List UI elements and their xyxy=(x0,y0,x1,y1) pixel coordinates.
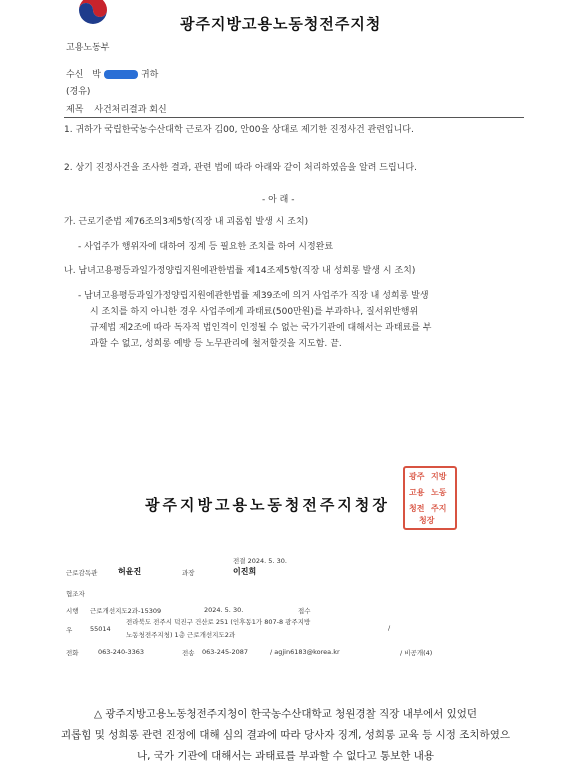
recipient-suffix: 귀하 xyxy=(140,70,159,80)
official-seal-stamp: 광주 지방 고용 노동 청전 주지 청장 xyxy=(403,466,457,530)
phone-value: 063-240-3363 xyxy=(98,648,145,656)
government-logo-icon xyxy=(76,0,110,26)
enforce-date: 2024. 5. 30. xyxy=(204,606,244,614)
document-title: 광주지방고용노동청전주지청 xyxy=(180,15,382,33)
department-name: 고용노동부 xyxy=(66,43,110,53)
address-line-1: 전라북도 전주시 덕진구 건산로 251 (인후동1가 807-8 광주지방 xyxy=(126,618,311,626)
item-na-detail-3: 규제법 제2조에 따라 독자적 법인격이 인정될 수 없는 국가기관에 대해서는 과태료를 부 xyxy=(90,323,432,333)
caption-line-2: 괴롭힘 및 성희롱 관련 진정에 대해 심의 결과에 따라 당사자 징계, 성희롱 교육 등 시정 조치하였으 xyxy=(61,729,510,741)
subject-text: 사건처리결과 회신 xyxy=(94,105,167,115)
address-slash: / xyxy=(388,624,391,632)
phone-label: 전화 xyxy=(66,649,79,657)
enforce-value: 근로개선지도2과-15309 xyxy=(90,607,162,615)
redaction-mark xyxy=(104,70,138,79)
caption-line-3: 나, 국가 기관에 대해서는 과태료를 부과할 수 없다고 통보한 내용 xyxy=(136,750,435,762)
enforce-label: 시행 xyxy=(66,607,79,615)
item-ga-detail: - 사업주가 행위자에 대하여 징계 등 필요한 조치를 하여 시정완료 xyxy=(78,242,334,252)
officer-role: 근로감독관 xyxy=(66,569,98,577)
divider xyxy=(64,117,524,118)
item-na-detail-1: - 남녀고용평등과일가정양립지원에관한법률 제39조에 의거 사업주가 직장 내 성희롱 발생 xyxy=(78,291,429,301)
official-letter xyxy=(38,0,544,672)
item-na-detail-4: 과할 수 없고, 성희롱 예방 등 노무관리에 철저할것을 지도함. 끝. xyxy=(90,339,342,349)
item-na: 나. 남녀고용평등과일가정양립지원에관한법률 제14조제5항(직장 내 성희롱 발생 시 조치) xyxy=(64,266,416,276)
item-ga: 가. 근로기준법 제76조의3제5항(직장 내 괴롭힘 발생 시 조치) xyxy=(64,217,309,227)
cooperator-label: 협조자 xyxy=(66,590,85,598)
recipient-name-prefix: 박 xyxy=(92,70,101,80)
paragraph-2: 2. 상기 진정사건을 조사한 결과, 관련 법에 따라 아래와 같이 처리하였음을 알려 드립니다. xyxy=(64,163,417,173)
zip-value: 55014 xyxy=(90,625,111,633)
subject-label: 제목 xyxy=(66,105,84,115)
subject-line xyxy=(66,102,167,115)
recipient-label: 수신 xyxy=(66,70,84,80)
issuer-signature: 광주지방고용노동청전주지청장 xyxy=(145,496,390,514)
fax-label: 전송 xyxy=(182,649,195,657)
receipt-label: 접수 xyxy=(298,607,311,615)
officer-name: 허윤진 xyxy=(118,567,142,576)
item-na-detail-2: 시 조치를 하지 아니한 경우 사업주에게 과태료(500만원)를 부과하나, 질서위반행위 xyxy=(90,307,419,317)
section-mark: - 아 래 - xyxy=(262,195,295,205)
manager-role: 과장 xyxy=(182,569,195,577)
address-line-2: 노동청전주지청) 1층 근로개선지도2과 xyxy=(126,631,236,639)
disclosure-value: / 비공개(4) xyxy=(400,649,433,657)
fax-value: 063-245-2087 xyxy=(202,648,249,656)
caption-line-1: △ 광주지방고용노동청전주지청이 한국농수산대학교 청원경찰 직장 내부에서 있었던 xyxy=(93,708,478,720)
zip-label: 우 xyxy=(66,626,73,634)
approval-date: 전결 2024. 5. 30. xyxy=(233,557,287,565)
email-value: / agjin6183@korea.kr xyxy=(270,648,340,656)
recipient-line xyxy=(66,67,158,80)
via-line: (경유) xyxy=(66,87,91,97)
manager-name: 이진희 xyxy=(233,567,257,576)
paragraph-1: 1. 귀하가 국립한국농수산대학 근로자 김00, 안00을 상대로 제기한 진정사건 관련입니다. xyxy=(64,125,414,135)
